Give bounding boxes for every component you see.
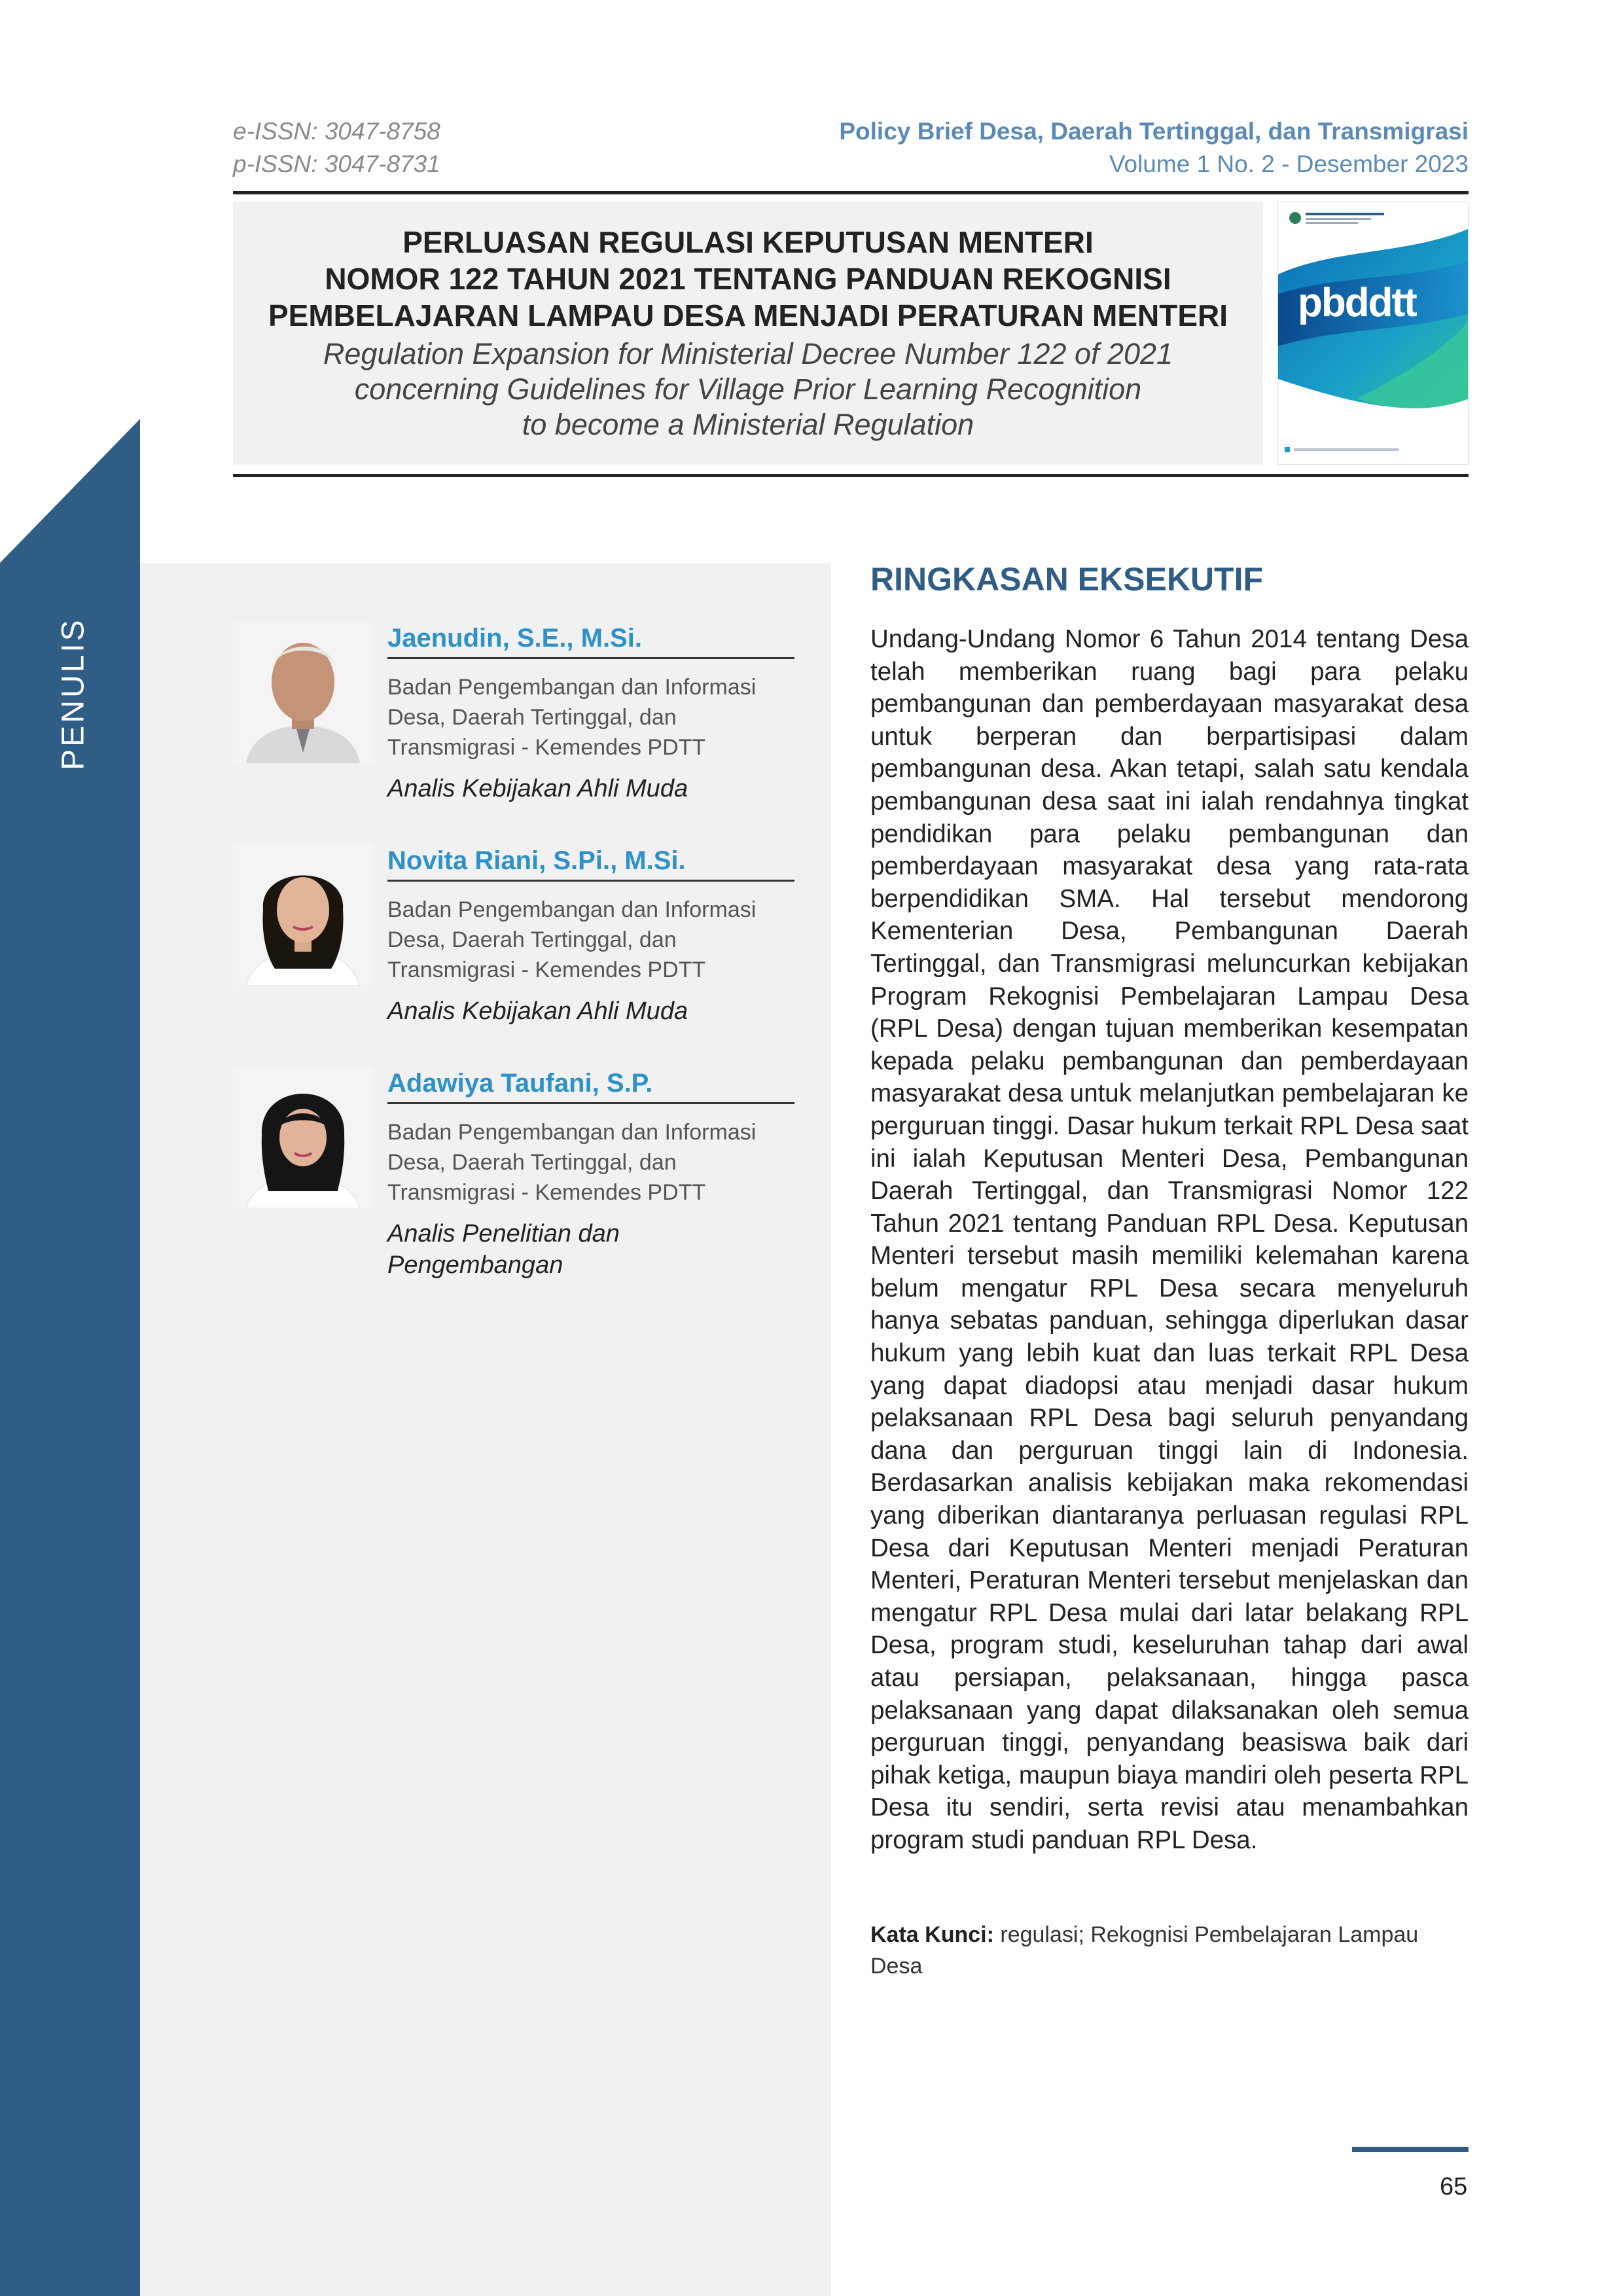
sidebar-label: PENULIS	[56, 617, 91, 770]
author-institution-line: Desa, Daerah Tertinggal, dan	[387, 1150, 677, 1175]
author-photo	[233, 844, 373, 986]
title-indonesian	[233, 224, 1263, 334]
keywords	[870, 1919, 1469, 1982]
author-role: Analis Kebijakan Ahli Muda	[387, 997, 688, 1025]
title-english	[233, 336, 1263, 442]
author-institution-line: Transmigrasi - Kemendes PDTT	[387, 735, 706, 760]
author-institution-line: Desa, Daerah Tertinggal, dan	[387, 927, 677, 952]
author-name: Adawiya Taufani, S.P.	[387, 1067, 794, 1104]
author-institution	[387, 1117, 794, 1208]
title-id-line: PEMBELAJARAN LAMPAU DESA MENJADI PERATURAN MENTERI	[268, 298, 1228, 332]
author-institution-line: Badan Pengembangan dan Informasi	[387, 897, 757, 922]
author-institution-line: Badan Pengembangan dan Informasi	[387, 1120, 757, 1145]
journal-cover-thumbnail	[1277, 202, 1469, 465]
author-info	[387, 622, 794, 804]
author-institution-line: Badan Pengembangan dan Informasi	[387, 675, 757, 700]
title-id-line: NOMOR 122 TAHUN 2021 TENTANG PANDUAN REKOGNISI	[325, 262, 1171, 296]
cover-art	[1278, 202, 1469, 465]
issn-block	[233, 115, 440, 181]
cover-logo-icon	[1289, 212, 1301, 224]
keywords-value: regulasi; Rekognisi Pembelajaran Lampau Desa	[870, 1922, 1419, 1979]
author-name: Novita Riani, S.Pi., M.Si.	[387, 844, 794, 882]
journal-title: Policy Brief Desa, Daerah Tertinggal, dan Transmigrasi	[839, 118, 1469, 145]
page-number: 65	[1440, 2173, 1468, 2200]
title-id-line: PERLUASAN REGULASI KEPUTUSAN MENTERI	[402, 225, 1094, 259]
summary-body: Undang-Undang Nomor 6 Tahun 2014 tentang Desa telah memberikan ruang bagi para pelaku pembangunan dan pemberdayaan masyarakat desa untuk berperan dan berpartisipasi dalam pembangunan desa. Akan tetapi, salah satu kendala pembangunan desa saat ini ialah rendahnya tingkat pendidikan para pelaku pembangunan dan pemberdayaan masyarakat desa yang rata-rata berpendidikan SMA. Hal tersebut mendorong Kementerian Desa, Pembangunan Daerah Tertinggal, dan Transmigrasi meluncurkan kebijakan Program Rekognisi Pembelajaran Lampau Desa (RPL Desa) dengan tujuan memberikan kesempatan kepada pelaku pembangunan dan pemberdayaan masyarakat desa untuk melanjutkan pembelajaran ke perguruan tinggi. Dasar hukum terkait RPL Desa saat ini ialah Keputusan Menteri Desa, Pembangunan Daerah Tertinggal, dan Transmigrasi Nomor 122 Tahun 2021 tentang Panduan RPL Desa. Keputusan Menteri tersebut masih memiliki kelemahan karena belum mengatur RPL Desa secara menyeluruh hanya sebatas panduan, sehingga diperlukan dasar hukum yang lebih kuat dan luas terkait RPL Desa yang dapat diadopsi atau menjadi dasar hukum pelaksanaan RPL Desa bagi seluruh penyandang dana dan perguruan tinggi lain di Indonesia. Berdasarkan analisis kebijakan maka rekomendasi yang diberikan diantaranya perluasan regulasi RPL Desa dari Keputusan Menteri menjadi Peraturan Menteri, Peraturan Menteri tersebut menjelaskan dan mengatur RPL Desa mulai dari latar belakang RPL Desa, program studi, keseluruhan tahap dari awal atau persiapan, pelaksanaan, hingga pasca pelaksanaan yang dapat dilaksanakan oleh semua perguruan tinggi, penyandang beasiswa baik dari pihak ketiga, maupun biaya mandiri oleh peserta RPL Desa itu sendiri, serta revisi atau menambahkan program studi panduan RPL Desa.	[870, 625, 1469, 1854]
author-photo	[233, 622, 373, 763]
author-institution-line: Desa, Daerah Tertinggal, dan	[387, 705, 677, 730]
cover-wordmark: pbddtt	[1298, 280, 1416, 325]
title-box	[233, 202, 1263, 465]
author-institution-line: Transmigrasi - Kemendes PDTT	[387, 1180, 706, 1205]
author-institution-line: Transmigrasi - Kemendes PDTT	[387, 958, 706, 982]
pissn: p-ISSN: 3047-8731	[233, 151, 440, 177]
title-bottom-rule	[233, 474, 1469, 477]
author-institution	[387, 895, 794, 985]
title-en-line: to become a Ministerial Regulation	[522, 408, 974, 441]
footer-rule	[1352, 2147, 1469, 2152]
authors-panel	[140, 563, 831, 2296]
journal-volume: Volume 1 No. 2 - Desember 2023	[1109, 151, 1469, 177]
title-en-line: Regulation Expansion for Ministerial Decree Number 122 of 2021	[323, 337, 1173, 370]
author-name: Jaenudin, S.E., M.Si.	[387, 622, 794, 659]
top-rule	[233, 191, 1469, 194]
author-info	[387, 844, 794, 1027]
author-role: Analis Kebijakan Ahli Muda	[387, 775, 688, 802]
author-info	[387, 1067, 794, 1281]
summary-heading: RINGKASAN EKSEKUTIF	[870, 561, 1264, 598]
author-photo	[233, 1067, 373, 1208]
author-portrait	[233, 844, 373, 986]
title-en-line: concerning Guidelines for Village Prior Learning Recognition	[354, 372, 1142, 406]
author-role: Analis Penelitian dan Pengembangan	[387, 1220, 620, 1279]
keywords-label: Kata Kunci:	[870, 1922, 994, 1947]
author-portrait	[233, 1067, 373, 1208]
journal-block	[839, 115, 1469, 181]
eissn: e-ISSN: 3047-8758	[233, 118, 440, 145]
author-institution	[387, 672, 794, 762]
sidebar-corner	[0, 419, 140, 563]
author-portrait	[233, 622, 373, 763]
